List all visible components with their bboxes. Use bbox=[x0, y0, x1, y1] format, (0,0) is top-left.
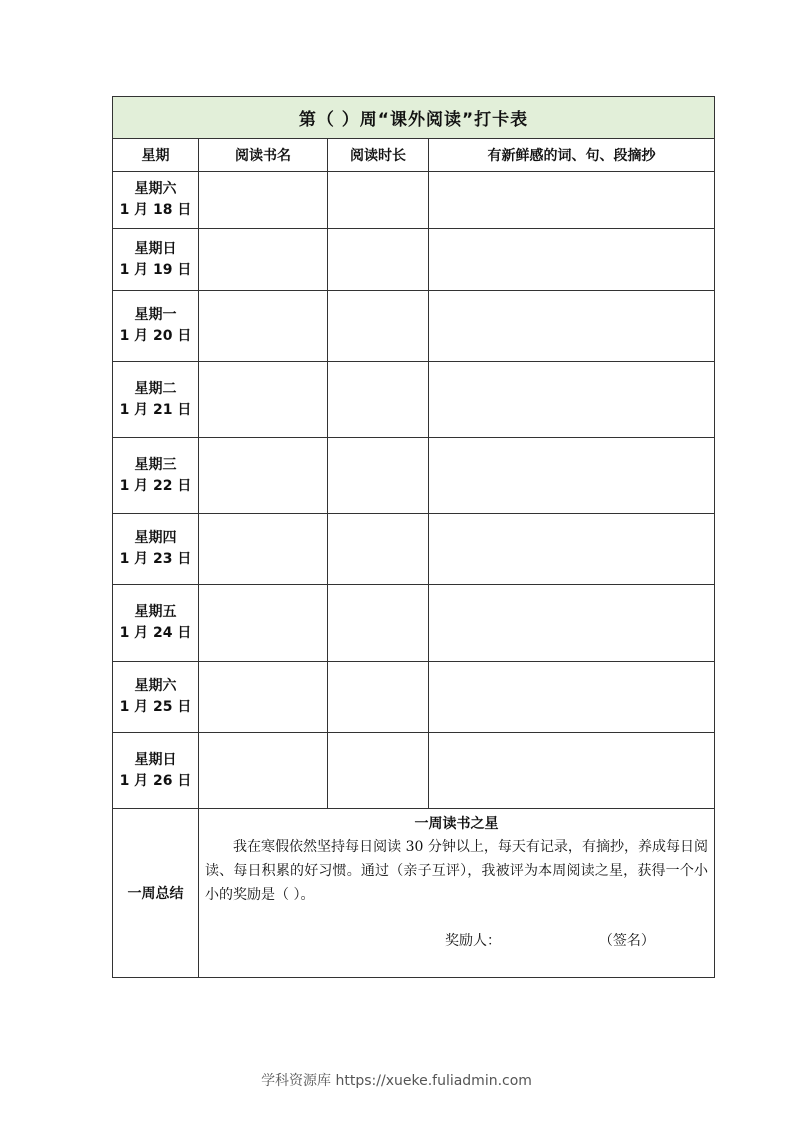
table-row bbox=[113, 733, 715, 809]
summary-label: 一周总结 bbox=[113, 809, 199, 978]
table-title: 第（ ）周“课外阅读”打卡表 bbox=[113, 97, 715, 139]
table-row bbox=[113, 229, 715, 291]
weekday-label: 星期三 bbox=[134, 456, 177, 473]
date-label: 1 月 18 日 bbox=[119, 202, 192, 218]
reading-time-cell[interactable] bbox=[328, 585, 429, 662]
date-label: 1 月 24 日 bbox=[119, 625, 192, 641]
excerpt-cell[interactable] bbox=[429, 438, 715, 514]
excerpt-cell[interactable] bbox=[429, 585, 715, 662]
day-cell bbox=[113, 362, 199, 438]
reading-time-cell[interactable] bbox=[328, 514, 429, 585]
date-label: 1 月 22 日 bbox=[119, 477, 192, 494]
header-book-name: 阅读书名 bbox=[199, 139, 328, 172]
table-row bbox=[113, 662, 715, 733]
day-cell bbox=[113, 291, 199, 362]
excerpt-cell[interactable] bbox=[429, 733, 715, 809]
weekday-label: 星期六 bbox=[134, 678, 177, 694]
book-name-cell[interactable] bbox=[199, 438, 328, 514]
date-label: 1 月 20 日 bbox=[119, 328, 192, 344]
reading-time-cell[interactable] bbox=[328, 362, 429, 438]
table-row bbox=[113, 362, 715, 438]
reading-time-cell[interactable] bbox=[328, 733, 429, 809]
day-cell bbox=[113, 585, 199, 662]
weekday-label: 星期四 bbox=[134, 530, 177, 546]
table-row bbox=[113, 291, 715, 362]
excerpt-cell[interactable] bbox=[429, 172, 715, 229]
book-name-cell[interactable] bbox=[199, 733, 328, 809]
book-name-cell[interactable] bbox=[199, 514, 328, 585]
excerpt-cell[interactable] bbox=[429, 662, 715, 733]
book-name-cell[interactable] bbox=[199, 585, 328, 662]
reading-checkin-table bbox=[112, 96, 715, 978]
book-name-cell[interactable] bbox=[199, 229, 328, 291]
excerpt-cell[interactable] bbox=[429, 362, 715, 438]
book-name-cell[interactable] bbox=[199, 291, 328, 362]
date-label: 1 月 23 日 bbox=[119, 551, 192, 567]
weekday-label: 星期五 bbox=[134, 604, 177, 620]
header-excerpt: 有新鲜感的词、句、段摘抄 bbox=[429, 139, 715, 172]
header-weekday: 星期 bbox=[113, 139, 199, 172]
excerpt-cell[interactable] bbox=[429, 291, 715, 362]
reading-time-cell[interactable] bbox=[328, 438, 429, 514]
weekday-label: 星期一 bbox=[134, 307, 177, 323]
day-cell bbox=[113, 733, 199, 809]
excerpt-cell[interactable] bbox=[429, 229, 715, 291]
book-name-cell[interactable] bbox=[199, 662, 328, 733]
reading-time-cell[interactable] bbox=[328, 229, 429, 291]
excerpt-cell[interactable] bbox=[429, 514, 715, 585]
day-cell bbox=[113, 662, 199, 733]
book-name-cell[interactable] bbox=[199, 172, 328, 229]
day-cell bbox=[113, 229, 199, 291]
date-label: 1 月 21 日 bbox=[119, 401, 192, 418]
table-row bbox=[113, 585, 715, 662]
summary-signature: 奖励人： （签名） bbox=[445, 933, 655, 949]
summary-cell bbox=[199, 809, 715, 978]
date-label: 1 月 19 日 bbox=[119, 261, 192, 278]
weekday-label: 星期六 bbox=[134, 181, 177, 197]
weekday-label: 星期二 bbox=[134, 380, 177, 397]
table-row bbox=[113, 438, 715, 514]
summary-text: 我在寒假依然坚持每日阅读 30 分钟以上，每天有记录，有摘抄，养成每日阅读、每日积累的好习惯。通过（亲子互评），我被评为本周阅读之星，获得一个小小的奖励是（ ）。 bbox=[205, 839, 709, 903]
footer-watermark: 学科资源库 https://xueke.fuliadmin.com bbox=[261, 1073, 532, 1089]
table-row bbox=[113, 172, 715, 229]
date-label: 1 月 26 日 bbox=[119, 772, 192, 789]
date-label: 1 月 25 日 bbox=[119, 699, 192, 715]
day-cell bbox=[113, 172, 199, 229]
book-name-cell[interactable] bbox=[199, 362, 328, 438]
table-row bbox=[113, 514, 715, 585]
reading-time-cell[interactable] bbox=[328, 662, 429, 733]
reading-time-cell[interactable] bbox=[328, 291, 429, 362]
weekday-label: 星期日 bbox=[134, 240, 177, 257]
day-cell bbox=[113, 514, 199, 585]
reading-time-cell[interactable] bbox=[328, 172, 429, 229]
summary-title: 一周读书之星 bbox=[414, 816, 499, 832]
day-cell bbox=[113, 438, 199, 514]
weekday-label: 星期日 bbox=[134, 751, 177, 768]
header-reading-time: 阅读时长 bbox=[328, 139, 429, 172]
